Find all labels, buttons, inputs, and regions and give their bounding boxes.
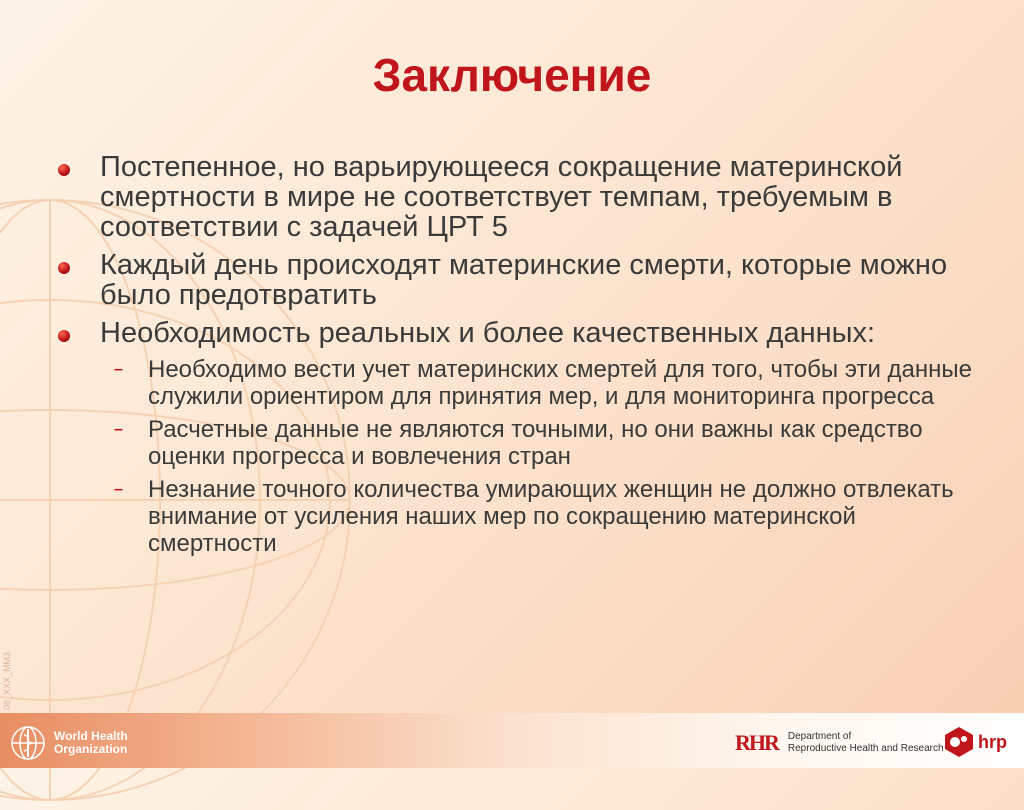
who-name: World Health Organization (54, 729, 128, 756)
bullet-item (58, 250, 978, 310)
slide-code: 08_XXX_MM3 (2, 651, 12, 710)
bullet-text: Каждый день происходят материнские смерти, которые можно было предотвратить (100, 249, 948, 311)
hrp-icon (942, 725, 976, 759)
hrp-label: hrp (978, 731, 1007, 752)
bullet-dot-icon (58, 164, 70, 176)
dash-icon: – (114, 481, 123, 498)
sub-bullet-item (114, 476, 978, 557)
dash-icon: – (114, 361, 123, 378)
sub-bullet-item (114, 356, 978, 410)
sub-bullet-text: Расчетные данные не являются точными, но они важны как средство оценки прогресса и вовлечения стран (148, 416, 923, 470)
slide-content (58, 152, 978, 563)
who-emblem-icon (10, 725, 46, 761)
slide-title: Заключение (372, 49, 652, 101)
hrp-logo (942, 725, 1007, 759)
footer-bar (0, 713, 1024, 768)
sub-bullet-text: Незнание точного количества умирающих женщин не должно отвлекать внимание от усиления наших мер по сокращению материнской смертности (148, 476, 954, 557)
sub-bullet-list (114, 356, 978, 557)
sub-bullet-text: Необходимо вести учет материнских смертей для того, чтобы эти данные служили ориентиром для принятия мер, и для мониторинга прогресса (148, 356, 972, 410)
bullet-dot-icon (58, 262, 70, 274)
dash-icon: – (114, 421, 123, 438)
bullet-text: Необходимость реальных и более качественных данных: (100, 317, 876, 349)
bullet-item (58, 152, 978, 242)
rhr-department-text: Department of Reproductive Health and Research (787, 731, 944, 754)
bullet-text: Постепенное, но варьирующееся сокращение материнской смертности в мире не соответствует темпам, требуемым в соответствии с задачей ЦРТ 5 (100, 151, 903, 243)
who-logo (10, 725, 128, 761)
rhr-mark: RHR (735, 730, 778, 755)
bullet-item (58, 318, 978, 348)
bullet-dot-icon (58, 330, 70, 342)
rhr-logo (735, 730, 944, 756)
sub-bullet-item (114, 416, 978, 470)
